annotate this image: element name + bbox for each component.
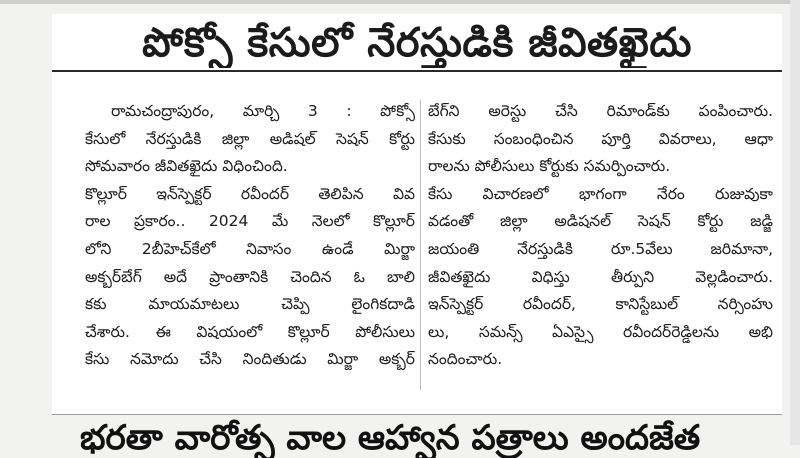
body-line: చేశారు. ఈ విషయంలో కొల్లూర్ పోలీసులు: [85, 322, 415, 341]
headline-rule: [52, 70, 782, 72]
body-line: లు, సమన్స్ ఏఎస్సై రవీందర్‌రెడ్డిలను అభి: [428, 322, 773, 341]
body-line: కేసు విచారణలో భాగంగా నేరం రుజువుకా: [428, 184, 773, 203]
body-line: నందించారు.: [428, 350, 503, 369]
scan-top-border: [0, 0, 800, 4]
body-line: కేసు నమోదు చేసి నిందితుడు మిర్జా అక్బర్: [85, 350, 415, 369]
body-line: కేసులో నేరస్తుడికి జిల్లా అడిషల్ సెషన్ కోర్టు: [85, 129, 415, 148]
body-line: కొల్లూర్ ఇన్‌స్పెక్టర్ రవీందర్ తెలిపిన వివ: [85, 184, 415, 203]
article-left-column: [85, 98, 415, 374]
body-line: కేసుకు సంబంధించిన పూర్తి వివరాలు, ఆధా: [428, 129, 773, 148]
body-line: సోమవారం జీవితఖైదు విధించింది.: [85, 157, 288, 176]
article-headline: పోక్సో కేసులో నేరస్తుడికి జీవితఖైదు: [142, 20, 692, 66]
body-line: లోని 2బీహెచ్‌కేలో నివాసం ఉండే మిర్జా: [85, 239, 415, 258]
body-line: రామచంద్రాపురం, మార్చి 3 : పోక్సో: [111, 102, 415, 120]
body-line: జీవితఖైదు విధిస్తు తీర్పుని వెల్లడించారు.: [428, 267, 773, 286]
body-line: ఇన్‌స్పెక్టర్ రవీందర్, కానిస్టేబుల్ నర్సింహు: [428, 295, 773, 314]
body-line: రాలను పోలీసులు కోర్టుకు సమర్పించారు.: [428, 157, 671, 176]
article-right-column: [428, 98, 773, 374]
body-line: కకు మాయమాటలు చెప్పి లైంగికదాడి: [85, 295, 415, 314]
next-article-headline: భరతా వారోత్స వాల ఆహ్వాన పత్రాలు అందజేత: [80, 418, 701, 458]
column-divider: [420, 100, 421, 390]
article-bottom-rule: [52, 414, 782, 415]
body-line: జయంతి నేరస్తుడికి రూ.5వేలు జరిమానా,: [428, 239, 773, 258]
body-line: వడంతో జిల్లా అడిషనల్ సెషన్ కోర్టు జడ్జి: [428, 212, 773, 231]
scan-right-border: [790, 0, 800, 445]
body-line: బేగ్‌ని అరెస్టు చేసి రిమాండ్‌కు పంపించారు.: [428, 102, 773, 120]
body-line: రాల ప్రకారం.. 2024 మే నెలలో కొల్లూర్: [85, 212, 415, 231]
body-line: అక్బర్‌బేగ్ అదే ప్రాంతానికి చెందిన ఓ బాలి: [85, 267, 415, 286]
